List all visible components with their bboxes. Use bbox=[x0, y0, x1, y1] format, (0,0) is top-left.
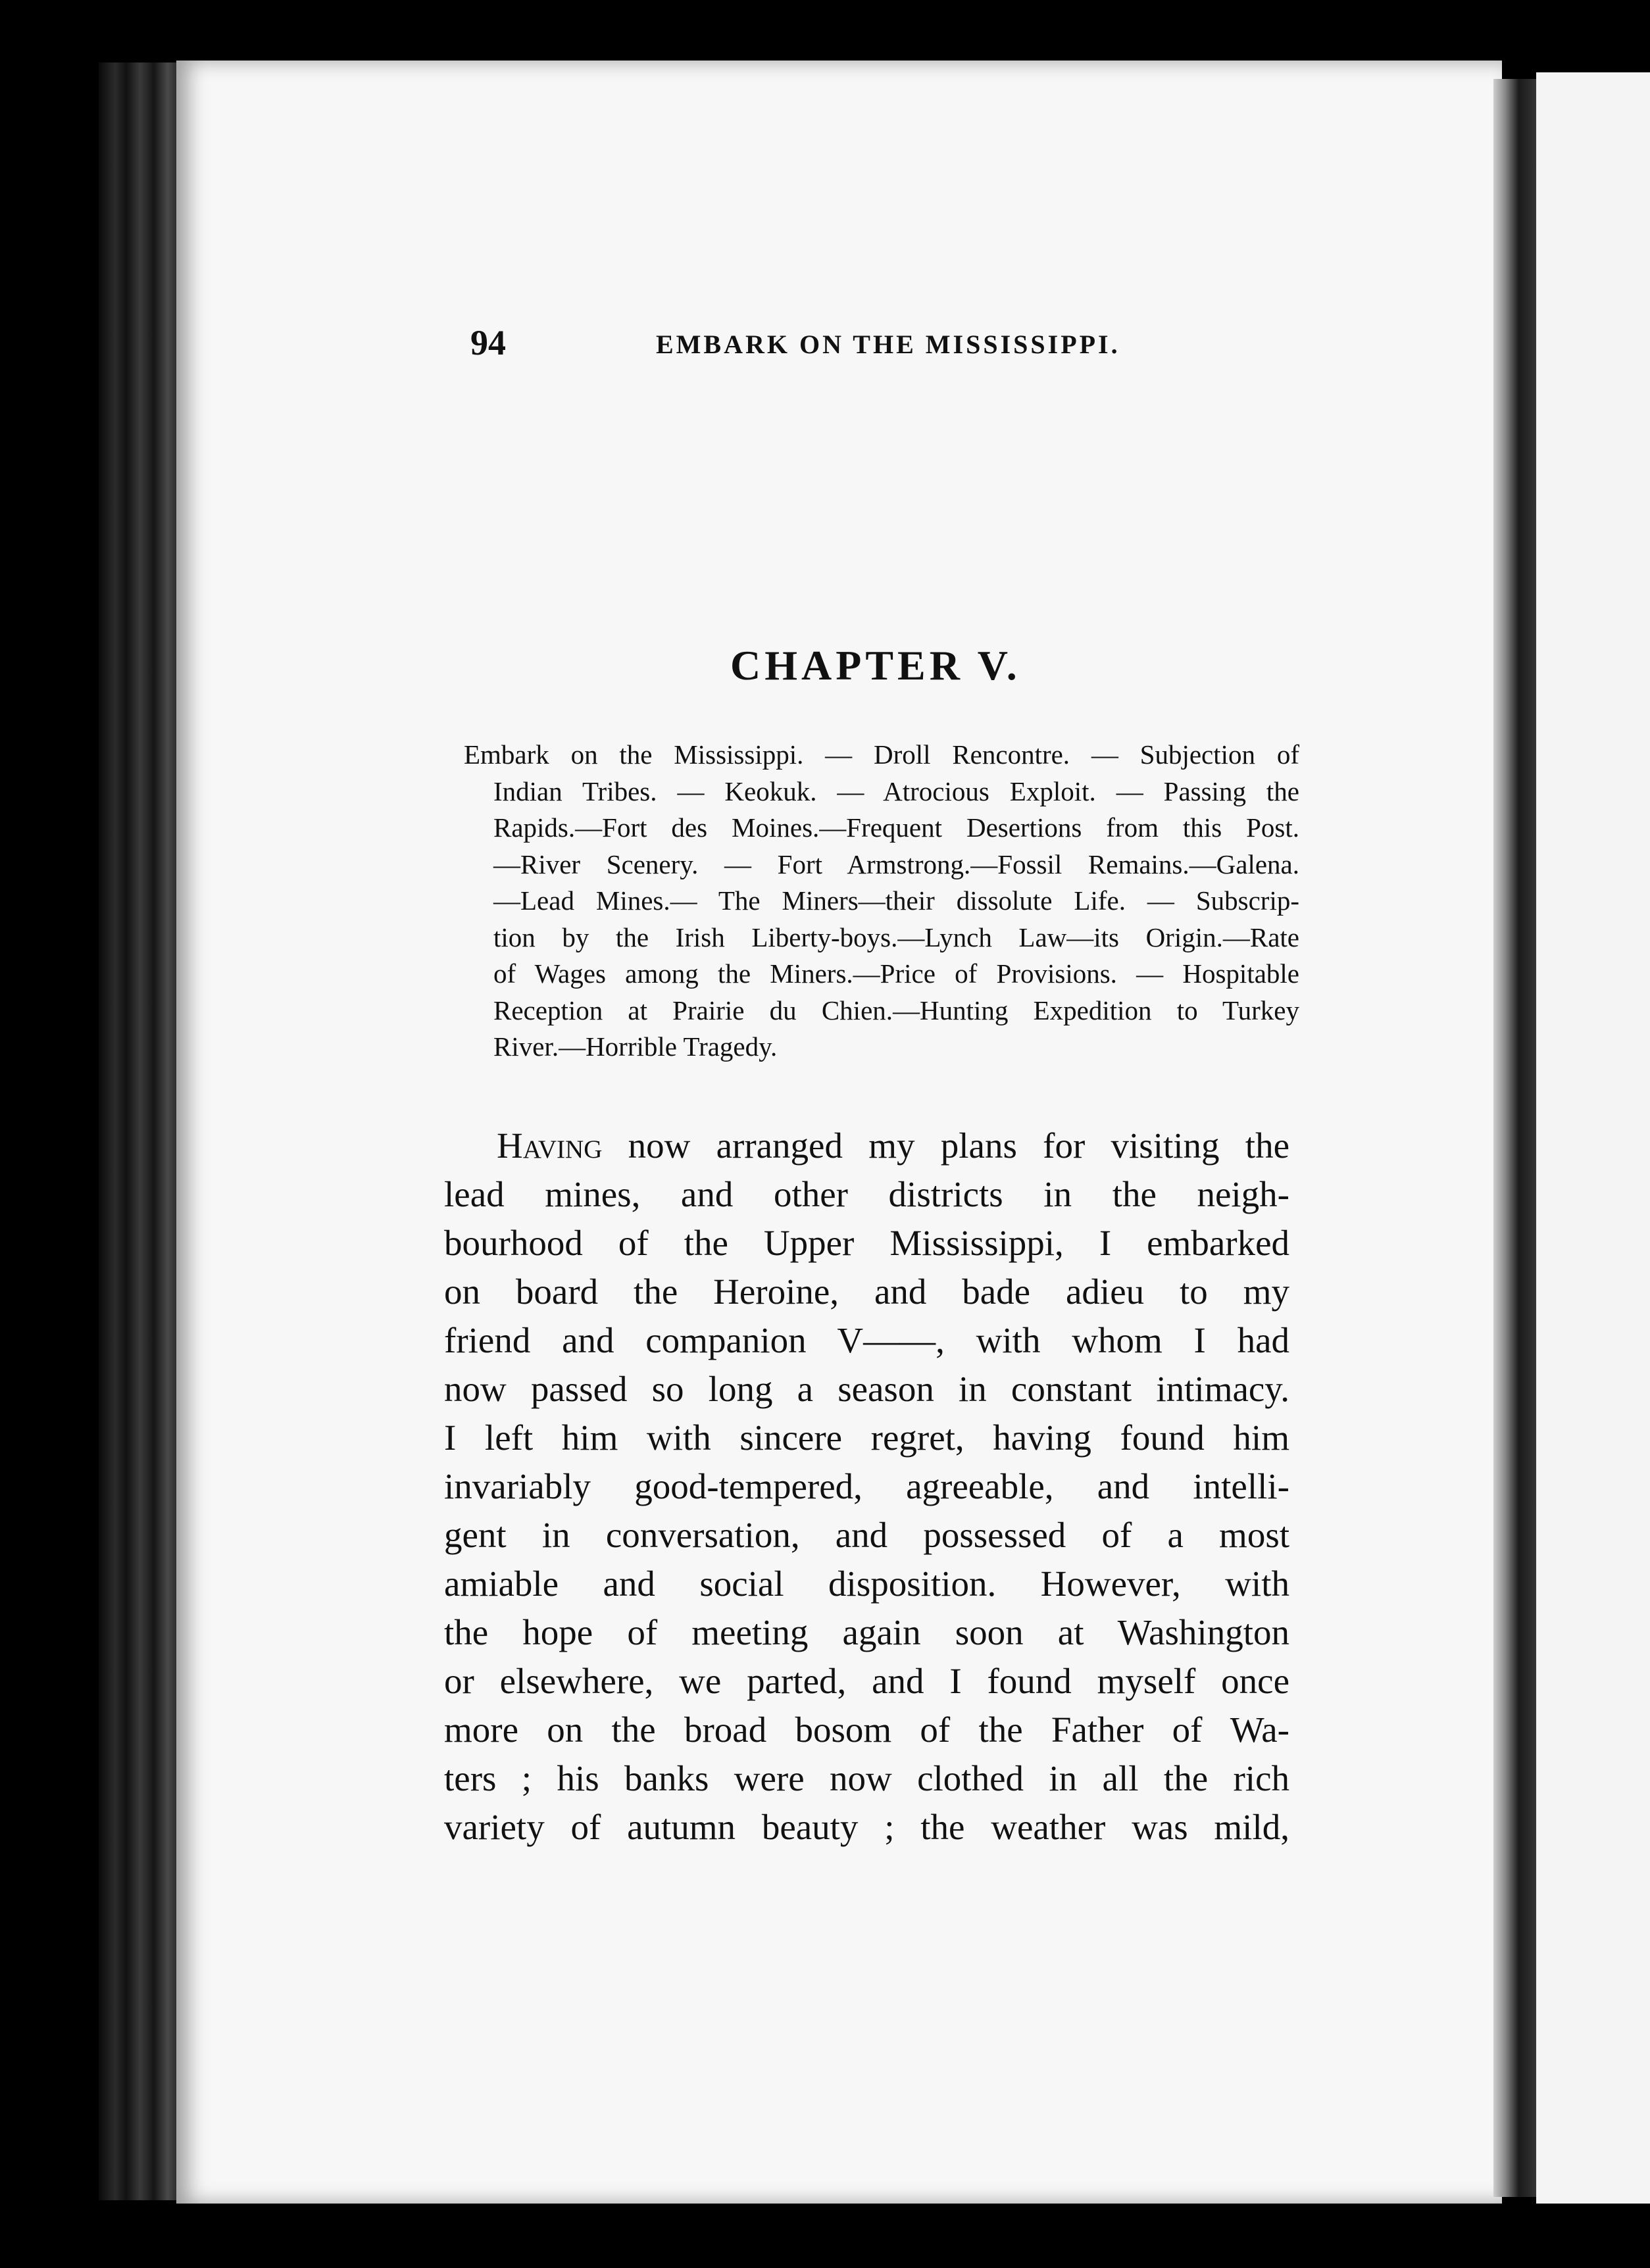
adjacent-page-edge bbox=[1536, 72, 1650, 2210]
synopsis-line: Rapids.—Fort des Moines.—Frequent Desertions from this Post. bbox=[493, 812, 1299, 843]
running-head bbox=[470, 322, 1280, 368]
page-gutter-shadow bbox=[1493, 79, 1539, 2197]
drop-initial: H bbox=[497, 1125, 523, 1166]
body-line: bourhood of the Upper Mississippi, I embarked bbox=[444, 1223, 1289, 1263]
body-line: invariably good-tempered, agreeable, and intelli- bbox=[444, 1466, 1289, 1506]
body-paragraph bbox=[444, 1122, 1289, 1852]
body-line: amiable and social disposition. However, with bbox=[444, 1564, 1289, 1604]
body-line: now passed so long a season in constant intimacy. bbox=[444, 1369, 1289, 1409]
body-line: on board the Heroine, and bade adieu to my bbox=[444, 1271, 1289, 1312]
body-line: friend and companion V——, with whom I had bbox=[444, 1320, 1289, 1360]
scan-border bbox=[0, 2204, 1650, 2268]
synopsis-line: tion by the Irish Liberty-boys.—Lynch Law—its Origin.—Rate bbox=[493, 922, 1299, 952]
body-line: I left him with sincere regret, having found him bbox=[444, 1418, 1289, 1458]
body-line: gent in conversation, and possessed of a most bbox=[444, 1515, 1289, 1555]
synopsis-line: Embark on the Mississippi. — Droll Rencontre. — Subjection of bbox=[464, 739, 1299, 770]
running-title: EMBARK ON THE MISSISSIPPI. bbox=[656, 330, 1120, 359]
chapter-synopsis bbox=[464, 737, 1299, 1066]
body-line: lead mines, and other districts in the neigh- bbox=[444, 1174, 1289, 1214]
body-line: variety of autumn beauty ; the weather was mild, bbox=[444, 1807, 1289, 1847]
page-number: 94 bbox=[470, 323, 506, 362]
body-line: more on the broad bosom of the Father of Wa- bbox=[444, 1710, 1289, 1750]
first-line-text: now arranged my plans for visiting the bbox=[602, 1125, 1289, 1166]
first-word-smallcaps: aving bbox=[522, 1125, 603, 1166]
body-line: the hope of meeting again soon at Washington bbox=[444, 1612, 1289, 1652]
synopsis-line: River.—Horrible Tragedy. bbox=[493, 1031, 778, 1062]
synopsis-line: —River Scenery. — Fort Armstrong.—Fossil Remains.—Galena. bbox=[493, 849, 1299, 879]
body-line: ters ; his banks were now clothed in all the rich bbox=[444, 1758, 1289, 1798]
synopsis-line: —Lead Mines.— The Miners—their dissolute Life. — Subscrip- bbox=[493, 885, 1299, 916]
synopsis-line: Indian Tribes. — Keokuk. — Atrocious Exploit. — Passing the bbox=[493, 776, 1299, 806]
synopsis-line: of Wages among the Miners.—Price of Provisions. — Hospitable bbox=[493, 958, 1299, 989]
chapter-title: CHAPTER V. bbox=[730, 642, 1021, 689]
body-line: or elsewhere, we parted, and I found myself once bbox=[444, 1661, 1289, 1701]
body-first-line bbox=[444, 1122, 1289, 1170]
synopsis-line: Reception at Prairie du Chien.—Hunting Expedition to Turkey bbox=[493, 995, 1299, 1025]
